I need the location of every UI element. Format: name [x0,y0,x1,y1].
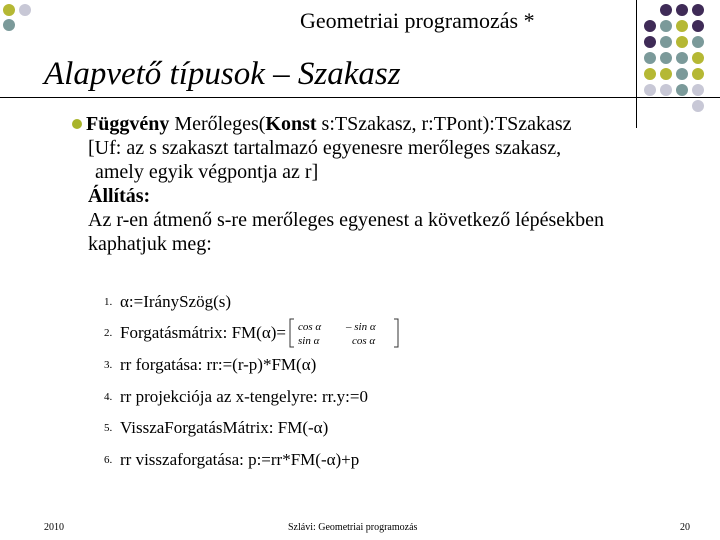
decorative-dot [644,84,656,96]
decorative-dot [692,100,704,112]
decorative-dot [660,52,672,64]
matrix-a: cos α [297,321,322,334]
step-text: α:=IránySzög(s) [120,291,232,311]
step-text: rr forgatása: rr:=(r-p)*FM(α) [120,354,317,374]
decorative-dot [660,68,672,80]
decorative-dot [3,4,15,16]
allitas-label: Állítás: [88,185,151,207]
vertical-rule [636,0,637,128]
decorative-dot [692,68,704,80]
step-text: Forgatásmátrix: FM(α)= [120,323,286,343]
list-item [104,349,400,381]
slide-title: Alapvető típusok – Szakasz [44,56,401,92]
list-item [104,318,400,350]
keyword-fuggveny: Függvény [86,113,170,135]
decorative-dot [660,4,672,16]
decorative-dot [660,84,672,96]
keyword-konst: Konst [265,113,317,135]
decorative-dot [644,68,656,80]
decorative-dot [676,4,688,16]
decorative-dot [676,20,688,32]
desc-line-2: kaphatjuk meg: [88,233,212,255]
step-number: 4. [104,390,113,403]
decorative-dot [692,84,704,96]
step-text: VisszaForgatásMátrix: FM(-α) [120,418,329,438]
step-number: 5. [104,422,113,435]
decorative-dot [660,20,672,32]
step-number: 6. [104,453,113,466]
matrix-b: – sin α [345,321,376,334]
decorative-dot [676,84,688,96]
footer-page-number: 20 [680,522,690,533]
footer-author: Szlávi: Geometriai programozás [288,522,418,533]
function-signature [72,112,571,136]
decorative-dot [692,4,704,16]
slide-header: Geometriai programozás * [300,8,535,33]
uf-line-1: [Uf: az s szakaszt tartalmazó egyenesre merőleges szakasz, [88,137,562,159]
decorative-dot [676,52,688,64]
uf-line-2: amely egyik végpontja az r] [95,161,319,183]
matrix-d: cos α [351,335,376,348]
decorative-dot [676,68,688,80]
decorative-dot [644,36,656,48]
function-name: Merőleges( [169,113,266,135]
decorative-dot [19,4,31,16]
list-item [104,444,400,476]
matrix-c: sin α [297,335,320,348]
step-number: 3. [104,358,113,371]
step-text: rr projekciója az x-tengelyre: rr.y:=0 [120,386,368,406]
step-list [104,286,400,476]
step-number: 1. [104,295,113,308]
bullet-icon [72,119,82,129]
decorative-dot [3,19,15,31]
list-item [104,381,400,413]
list-item [104,412,400,444]
footer-year: 2010 [44,522,64,533]
function-params: s:TSzakasz, r:TPont):TSzakasz [316,113,572,135]
decorative-dot [660,36,672,48]
decorative-dot [692,36,704,48]
rotation-matrix [288,317,400,349]
step-number: 2. [104,327,113,340]
list-item [104,286,400,318]
decorative-dot [676,36,688,48]
decorative-dot [644,52,656,64]
decorative-dot [692,52,704,64]
decorative-dot [692,20,704,32]
horizontal-rule [0,97,720,98]
desc-line-1: Az r-en átmenő s-re merőleges egyenest a következő lépésekben [88,209,605,231]
step-text: rr visszaforgatása: p:=rr*FM(-α)+p [120,449,360,469]
decorative-dot [644,20,656,32]
